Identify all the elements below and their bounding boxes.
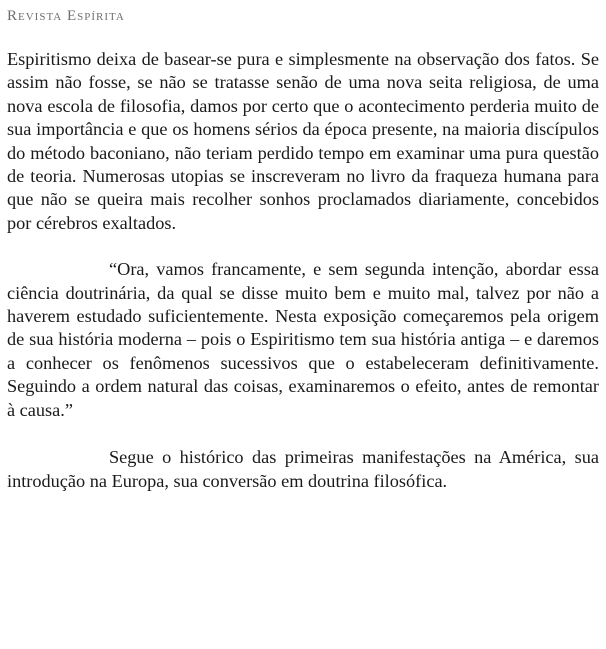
running-header: Revista Espírita — [7, 8, 125, 24]
body-paragraph: Espiritismo deixa de basear-se pura e simplesmente na observação dos fatos. Se assim não fosse, se não se tratasse senão de uma nova seita religiosa, de uma nova escola de filosofia, damos por certo que o acontecimento perderia muito de sua importância e que os homens sérios da época presente, na maioria discípulos do método baconiano, não teriam perdido tempo em examinar uma pura questão de teoria. Numerosas utopias se inscreveram no livro da fraqueza humana para que não se queira mais recolher sonhos proclamados diariamente, concebidos por cérebros exaltados. — [7, 49, 599, 233]
quoted-paragraph: “Ora, vamos francamente, e sem segunda intenção, abordar essa ciência doutrinária, da qual se disse muito bem e muito mal, talvez por não a haverem estudado suficientemente. Nesta exposição começaremos pela origem de sua história moderna – pois o Espiritismo tem sua história antiga – e daremos a conhecer os fenômenos sucessivos que o estabeleceram definitivamente. Seguindo a ordem natural das coisas, examinaremos o efeito, antes de remontar à causa.” — [7, 259, 599, 420]
body-paragraph: Segue o histórico das primeiras manifestações na América, sua introdução na Europa, sua conversão em doutrina filosófica. — [7, 447, 599, 491]
document-page — [7, 0, 599, 493]
